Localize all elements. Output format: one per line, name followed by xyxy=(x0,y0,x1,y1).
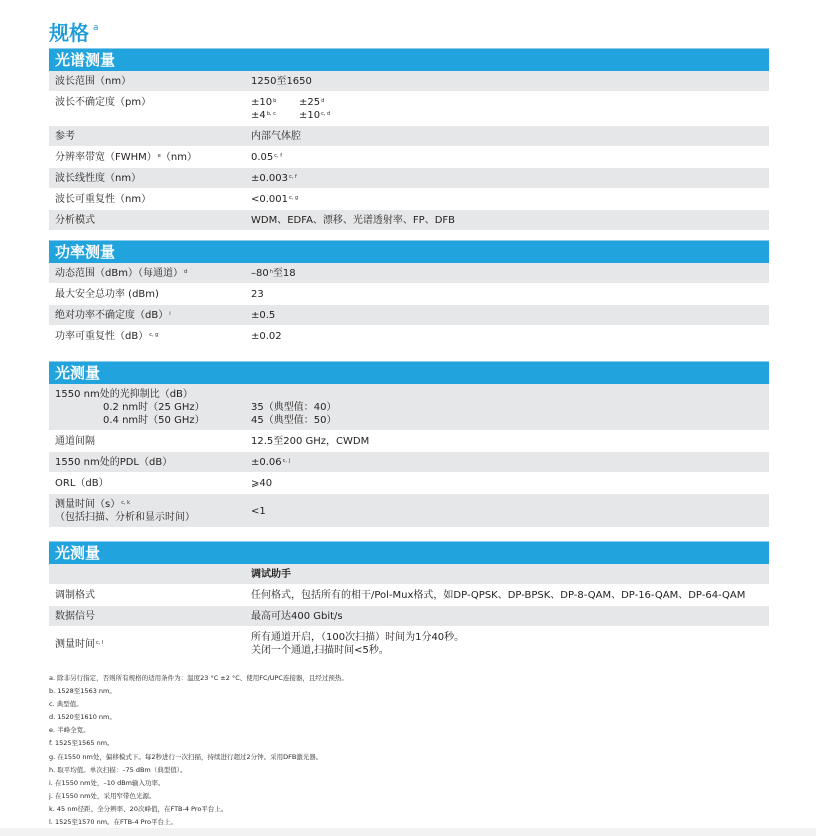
table-row xyxy=(49,284,769,305)
table-row xyxy=(49,263,769,284)
table-row xyxy=(49,384,769,431)
footnote: d. 1520至1610 nm。 xyxy=(49,713,116,722)
row-value: ±0.02 xyxy=(251,331,282,342)
row-value: 35（典型值：40） 45（典型值：50） xyxy=(251,402,337,426)
table-row xyxy=(49,452,769,473)
table-row xyxy=(49,431,769,452)
table-row xyxy=(49,147,769,168)
table-row xyxy=(49,168,769,189)
footnote: h. 取平均值。单次扫描：–75 dBm（典型值）。 xyxy=(49,765,187,774)
page-title: 规格 $^a$ xyxy=(49,21,99,45)
row-value: ⩾40 xyxy=(251,478,273,489)
section-heading: 功率测量 xyxy=(49,240,769,263)
row-value: WDM、EDFA、漂移、光谱透射率、FP、DFB xyxy=(251,215,456,226)
row-label: 测量时间 c, l xyxy=(55,638,104,650)
row-label: 波长不确定度（pm） xyxy=(55,97,152,108)
row-value: $\pm 0.003^{c, f}$ xyxy=(251,173,297,184)
row-label: 1550 nm处的PDL（dB） xyxy=(55,457,173,468)
table-row xyxy=(49,627,769,661)
row-value: –80$^h$至18 xyxy=(251,268,296,279)
row-label: 波长线性度（nm） xyxy=(55,173,142,184)
row-label: 参考 xyxy=(55,131,75,142)
footnote: e. 半峰全宽。 xyxy=(49,726,90,735)
row-value: 最高可达400 Gbit/s xyxy=(251,611,343,622)
row-label: 数据信号 xyxy=(55,611,95,622)
table-row xyxy=(49,326,769,347)
table-row xyxy=(49,305,769,326)
table-row xyxy=(49,585,769,606)
table-row xyxy=(49,126,769,147)
footnote: j. 在1550 nm处，采用窄带色光源。 xyxy=(49,791,156,800)
footnote: b. 1528至1563 nm。 xyxy=(49,687,116,696)
table-row xyxy=(49,606,769,627)
row-value: 23 xyxy=(251,289,264,300)
table-row xyxy=(49,210,769,231)
table-row xyxy=(49,564,769,585)
row-label: 测量时间$(s)^{c, k}$ （包括扫描、分析和显示时间） xyxy=(55,499,195,523)
row-label: 动态范围（dBm）（每通道）$^d$ xyxy=(55,268,188,279)
row-value: $<0.001^{c, g}$ xyxy=(251,194,299,205)
footnote: f. 1525至1565 nm。 xyxy=(49,739,114,748)
row-label: 1550 nm处的光抑制比（dB） 0.2 nm时（25 GHz） 0.4 nm时（50 GHz） xyxy=(55,389,205,426)
row-value: 12.5至200 GHz，CWDM xyxy=(251,436,370,447)
row-label: 波长可重复性（nm） xyxy=(55,194,152,205)
footnote: i. 在1550 nm处，–10 dBm输入功率。 xyxy=(49,778,165,787)
row-label: 通道间隔 xyxy=(55,436,95,447)
footnote: a. 除非另行指定，否则所有规格的适用条件为：温度23 °C ±2 °C、使用FC/UPC连接器，且经过预热。 xyxy=(49,674,348,682)
row-label: 调制格式 xyxy=(55,590,95,601)
row-value: ±0.5 xyxy=(251,310,276,321)
table-row xyxy=(49,71,769,92)
row-value: $\pm 10^b \pm 25^d$ $\pm 4^{b, c} \pm 10^{c, d}$ xyxy=(251,97,331,121)
row-label: 波长范围（nm） xyxy=(55,76,132,87)
section-heading: 光测量 xyxy=(49,541,769,564)
section-optical-assistant xyxy=(49,541,769,661)
table-row xyxy=(49,189,769,210)
footnote: c. 典型值。 xyxy=(49,700,83,709)
table-row xyxy=(49,494,769,528)
row-label: 最大安全总功率 (dBm) xyxy=(55,289,159,300)
table-row xyxy=(49,92,769,126)
footnotes xyxy=(49,672,348,829)
row-value: 所有通道开启，（100次扫描）时间为1分40秒。 关闭一个通道,扫描时间<5秒。 xyxy=(251,632,465,656)
section-power xyxy=(49,240,769,347)
row-label: 绝对功率不确定度（dB）$^i$ xyxy=(55,310,171,321)
row-label: 功率可重复性（dB）$^{c, g}$ xyxy=(55,331,159,342)
row-label: 分辨率带宽（FWHM）$^e$（nm） xyxy=(55,152,197,163)
footnote: l. 1525至1570 nm。在FTB-4 Pro平台上。 xyxy=(49,818,177,827)
row-value: <1 xyxy=(251,505,266,517)
footnote: k. 45 nm径距、全分辨率、20次峰值，在FTB-4 Pro平台上。 xyxy=(49,804,228,813)
section-spectral xyxy=(49,48,769,231)
row-value: 0.05$^{c, f}$ xyxy=(251,152,282,163)
row-value: $\pm 0.06^{c, j}$ xyxy=(251,457,290,468)
row-label: ORL（dB） xyxy=(55,478,109,489)
row-label: 分析模式 xyxy=(55,215,95,226)
footnote: g. 在1550 nm处，偏移模式下。每2秒进行一次扫描，持续进行超过2分钟。采用DFB激光器。 xyxy=(49,752,323,761)
section-optical xyxy=(49,361,769,528)
row-label xyxy=(49,564,245,584)
table-row xyxy=(49,473,769,494)
section-heading: 光测量 xyxy=(49,361,769,384)
row-value: 内部气体腔 xyxy=(251,131,301,142)
row-value: 任何格式，包括所有的相干/Pol-Mux格式，如DP-QPSK、DP-BPSK、DP-8-QAM、DP-16-QAM、DP-64-QAM xyxy=(251,590,746,601)
section-heading: 光谱测量 xyxy=(49,48,769,71)
sub-heading: 调试助手 xyxy=(251,569,291,580)
row-value: 1250至1650 xyxy=(251,76,312,87)
bottom-band xyxy=(0,828,816,836)
